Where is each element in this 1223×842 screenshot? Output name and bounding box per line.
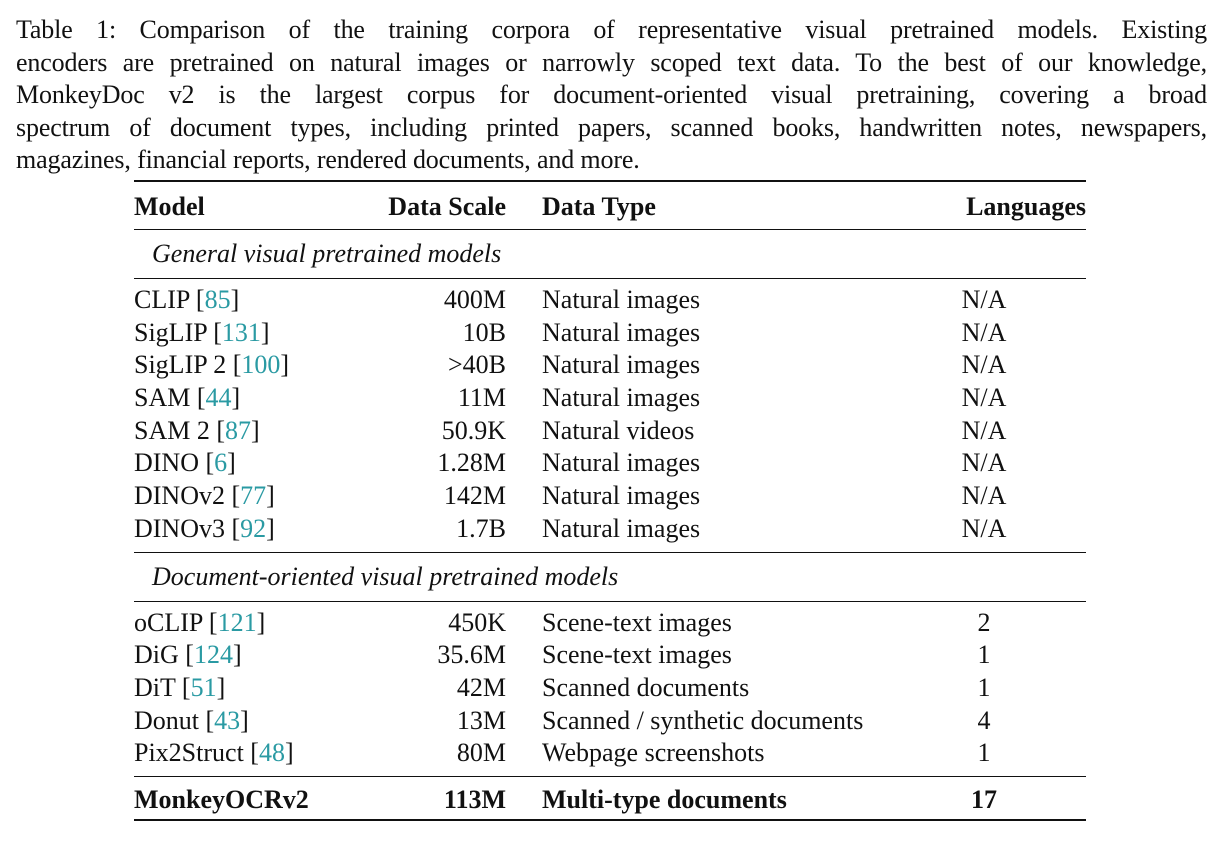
cell-model: oCLIP [121] (134, 607, 266, 637)
model-name: DINOv3 (134, 513, 225, 543)
cell-data-scale: 42M (456, 672, 506, 702)
table-row (134, 480, 1086, 513)
table-row (134, 672, 1086, 705)
caption-line: Table 1: Comparison of the training corpora of representative visual pretrained models. Existing (16, 15, 1207, 44)
cell-languages: N/A (961, 317, 1007, 347)
caption-line: encoders are pretrained on natural images or narrowly scoped text data. To the best of our knowledge, (16, 47, 1207, 77)
citation-link[interactable]: 6 (214, 448, 228, 478)
section-header-row (134, 230, 1086, 278)
section-rule (134, 278, 1086, 279)
cell-model: DiT [51] (134, 672, 226, 702)
cell-languages: 17 (971, 784, 997, 814)
model-name: Pix2Struct (134, 738, 244, 768)
cell-data-scale: 142M (443, 481, 506, 511)
cell-model: MonkeyOCRv2 (134, 784, 309, 814)
citation-link[interactable]: 48 (258, 738, 285, 768)
cell-data-type: Scene-text images (542, 607, 732, 637)
table-row (134, 382, 1086, 415)
cell-languages: N/A (961, 415, 1007, 445)
citation-link[interactable]: 51 (190, 672, 217, 702)
cell-languages: 2 (977, 607, 991, 637)
cell-data-scale: 80M (456, 738, 506, 768)
cell-data-scale: >40B (447, 350, 506, 380)
citation-link[interactable]: 124 (193, 640, 233, 670)
cell-model: DiG [124] (134, 640, 242, 670)
citation-link[interactable]: 44 (205, 383, 232, 413)
model-name: DiT (134, 672, 176, 702)
cell-data-scale: 13M (456, 705, 506, 735)
citation-link[interactable]: 92 (240, 513, 267, 543)
cell-data-type: Natural images (542, 383, 701, 413)
cell-model: DINO [6] (134, 448, 236, 478)
table-row (134, 317, 1086, 350)
caption-line: magazines, financial reports, rendered documents, and more. (16, 145, 640, 174)
cell-data-type: Natural videos (542, 415, 695, 445)
model-name: SAM (134, 383, 191, 413)
table-caption (16, 14, 1207, 177)
table-row (134, 349, 1086, 382)
caption-line: spectrum of document types, including printed papers, scanned books, handwritten notes, newspapers, (16, 112, 1207, 142)
header-model: Model (134, 192, 205, 221)
citation-link[interactable]: 121 (217, 607, 257, 637)
cell-languages: N/A (961, 285, 1007, 314)
section-header-row (134, 553, 1086, 601)
cell-data-type: Natural images (542, 448, 701, 478)
table-row (134, 607, 1086, 640)
cell-data-scale: 35.6M (437, 640, 506, 670)
section-rule (134, 601, 1086, 602)
table-row (134, 415, 1086, 448)
cell-data-scale: 400M (443, 285, 506, 314)
cell-model: SAM 2 [87] (134, 415, 260, 445)
cell-data-type: Multi-type documents (542, 784, 787, 814)
cell-model: Pix2Struct [48] (134, 738, 294, 768)
model-name: SigLIP (134, 317, 207, 347)
cell-model: SigLIP [131] (134, 317, 270, 347)
cell-languages: 1 (977, 672, 991, 702)
model-name: DINO (134, 448, 199, 478)
section-title: Document-oriented visual pretrained models (152, 561, 619, 591)
cell-data-type: Natural images (542, 350, 701, 380)
cell-data-scale: 10B (462, 317, 506, 347)
cell-data-type: Natural images (542, 481, 701, 511)
table-row (134, 284, 1086, 317)
cell-model: Donut [43] (134, 705, 249, 735)
model-name: DINOv2 (134, 481, 225, 511)
citation-link[interactable]: 43 (214, 705, 241, 735)
cell-data-scale: 1.28M (437, 448, 506, 478)
cell-languages: 1 (977, 640, 991, 670)
cell-languages: 4 (977, 705, 991, 735)
section-title: General visual pretrained models (152, 239, 502, 268)
citation-link[interactable]: 131 (221, 317, 261, 347)
table-row (134, 737, 1086, 770)
model-name: SAM 2 (134, 415, 210, 445)
cell-data-scale: 113M (443, 784, 506, 814)
table-header-row (134, 182, 1086, 229)
cell-data-type: Scene-text images (542, 640, 732, 670)
cell-data-type: Webpage screenshots (542, 738, 765, 768)
caption-line: MonkeyDoc v2 is the largest corpus for document-oriented visual pretraining, covering a broad (16, 80, 1207, 109)
citation-link[interactable]: 77 (240, 481, 267, 511)
citation-link[interactable]: 87 (225, 415, 252, 445)
cell-languages: N/A (961, 513, 1007, 543)
citation-link[interactable]: 85 (204, 285, 231, 314)
citation-link[interactable]: 100 (241, 350, 281, 380)
cell-data-scale: 1.7B (456, 513, 506, 543)
cell-languages: 1 (977, 738, 991, 768)
model-name: DiG (134, 640, 179, 670)
cell-data-type: Natural images (542, 317, 701, 347)
cell-data-scale: 50.9K (441, 415, 506, 445)
cell-data-type: Scanned / synthetic documents (542, 705, 864, 735)
comparison-table (134, 180, 1086, 821)
cell-data-type: Scanned documents (542, 672, 750, 702)
cell-data-scale: 11M (457, 383, 506, 413)
cell-model: CLIP [85] (134, 285, 240, 314)
table-row (134, 447, 1086, 480)
model-name: SigLIP 2 (134, 350, 227, 380)
cell-model: SAM [44] (134, 383, 241, 413)
cell-languages: N/A (961, 481, 1007, 511)
model-name: CLIP (134, 285, 190, 314)
header-data-type: Data Type (542, 192, 656, 221)
table-row (134, 513, 1086, 546)
table-row (134, 639, 1086, 672)
cell-languages: N/A (961, 350, 1007, 380)
model-name: Donut (134, 705, 199, 735)
cell-model: DINOv3 [92] (134, 513, 275, 543)
cell-data-type: Natural images (542, 285, 701, 314)
table-body (134, 230, 1086, 819)
cell-data-scale: 450K (448, 607, 506, 637)
cell-model: SigLIP 2 [100] (134, 350, 290, 380)
header-languages: Languages (966, 192, 1086, 221)
cell-languages: N/A (961, 383, 1007, 413)
cell-model: DINOv2 [77] (134, 481, 275, 511)
header-data-scale: Data Scale (388, 192, 506, 221)
model-name: oCLIP (134, 607, 203, 637)
table-row (134, 705, 1086, 738)
cell-languages: N/A (961, 448, 1007, 478)
cell-data-type: Natural images (542, 513, 701, 543)
highlight-row (134, 777, 1086, 819)
